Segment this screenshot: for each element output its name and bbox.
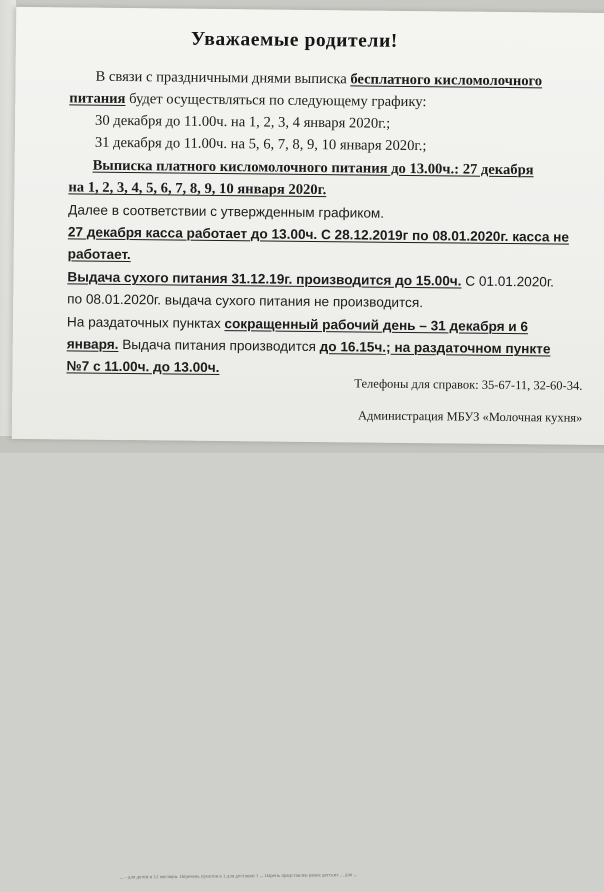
points-line1: [67, 313, 528, 336]
administration-signature: Администрация МБУЗ «Молочная кухня»: [357, 408, 583, 425]
underlying-print-text: ... - для детей и 12 месяцев. Перечень пунктов в 1 для доставки 1 ... Парень представлен ранее детских ... для ...: [119, 873, 358, 881]
further-schedule-text: Далее в соответствии с утвержденным графиком.: [68, 202, 385, 221]
points-line3: №7 с 11.00ч. до 13.00ч.: [66, 358, 220, 376]
schedule-item-dec31: 31 декабря до 11.00ч. на 5, 6, 7, 8, 9, 10 января 2020г.;: [94, 134, 427, 155]
paid-milk-line1: Выписка платного кисломолочного питания до 13.00ч.: 27 декабря: [92, 157, 534, 179]
dry-food-highlight: Выдача сухого питания 31.12.19г. производится до 15.00ч.: [67, 269, 462, 289]
intro-rest: будет осуществляться по следующему графику:: [125, 91, 427, 111]
cashdesk-line2: работает.: [67, 246, 131, 263]
january-highlight: января.: [66, 336, 119, 352]
points-intro: На раздаточных пунктах: [66, 314, 225, 332]
paid-milk-line2: на 1, 2, 3, 4, 5, 6, 7, 8, 9, 10 января 2020г.: [68, 179, 327, 199]
free-milk-highlight: бесплатного кисломолочного: [350, 71, 543, 90]
paragraph-intro-line2: [69, 89, 426, 111]
points-line2: [67, 335, 551, 358]
intro-text: В связи с праздничными днями выписка: [95, 68, 351, 88]
dry-food-line1: [67, 268, 554, 291]
semicolon: ;: [386, 339, 391, 355]
notice-title: Уважаемые родители!: [190, 28, 399, 52]
issue-text: Выдача питания производится: [118, 336, 320, 355]
cashdesk-line1: 27 декабря касса работает до 13.00ч. С 28.12.2019г по 08.01.2020г. касса не: [67, 224, 570, 245]
phones-text: Телефоны для справок: 35-67-11, 32-60-34.: [354, 376, 583, 393]
notice-paper: [12, 7, 604, 445]
point-highlight: на раздаточном пункте: [390, 339, 551, 357]
dry-food-line2: по 08.01.2020г. выдача сухого питания не производится.: [67, 291, 424, 311]
paragraph-intro-line1: [95, 68, 542, 91]
nutrition-highlight: питания: [69, 90, 126, 108]
time-highlight: до 16.15ч.: [319, 339, 387, 355]
schedule-item-dec30: 30 декабря до 11.00ч. на 1, 2, 3, 4 января 2020г.;: [95, 112, 391, 132]
dry-food-rest: С 01.01.2020г.: [461, 273, 555, 290]
short-day-highlight: сокращенный рабочий день – 31 декабря и 6: [224, 316, 529, 335]
